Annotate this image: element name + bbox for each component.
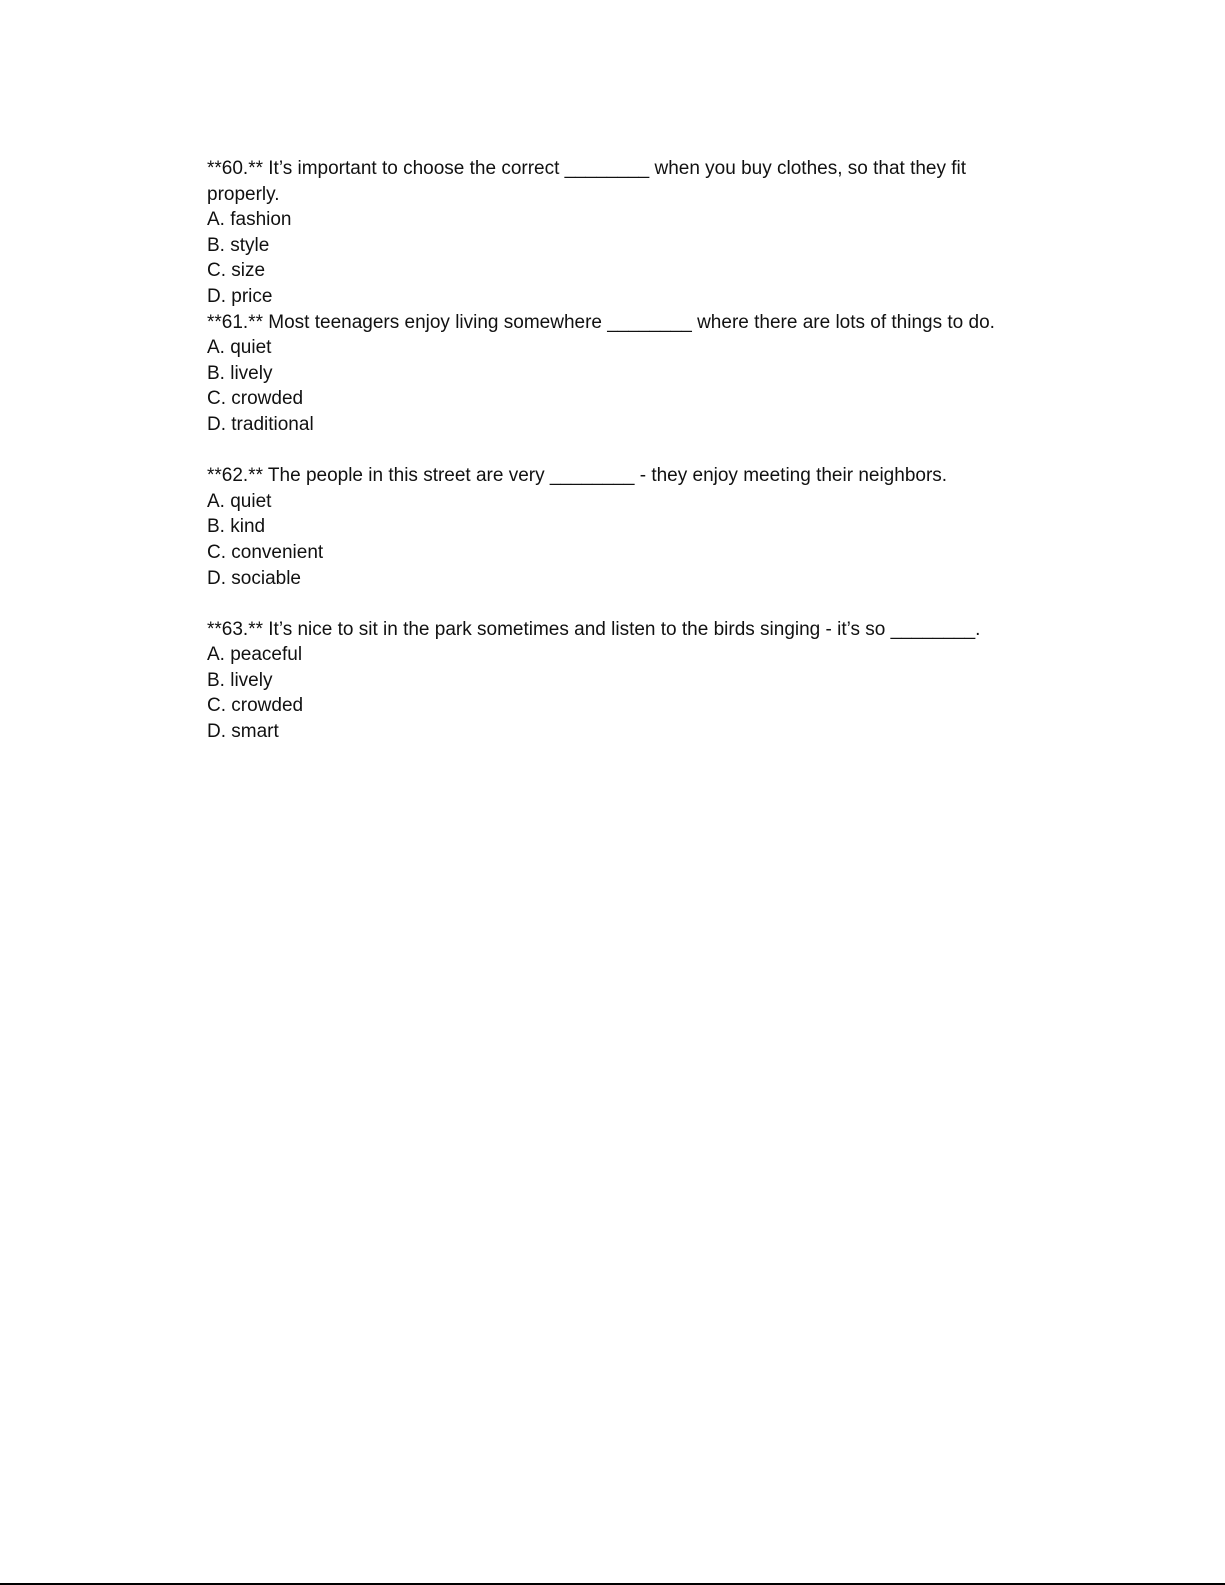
answer-options xyxy=(207,642,1007,744)
option-d: D. traditional xyxy=(207,413,314,435)
answer-options xyxy=(207,207,1007,309)
question-stem: **60.** It’s important to choose the correct ________ when you buy clothes, so that they fit properly. xyxy=(207,158,967,205)
question-61 xyxy=(207,310,1007,438)
answer-options xyxy=(207,335,1007,437)
option-d: D. price xyxy=(207,285,273,307)
option-a: A. quiet xyxy=(207,337,272,359)
option-a: A. quiet xyxy=(207,490,272,512)
option-c: C. convenient xyxy=(207,541,324,563)
question-60 xyxy=(207,156,1007,310)
option-b: B. lively xyxy=(207,669,273,691)
option-b: B. lively xyxy=(207,362,273,384)
option-a: A. fashion xyxy=(207,209,292,231)
option-c: C. size xyxy=(207,260,266,282)
question-stem: **61.** Most teenagers enjoy living somewhere ________ where there are lots of things to do. xyxy=(207,311,995,333)
question-stem: **62.** The people in this street are very ________ - they enjoy meeting their neighbors. xyxy=(207,465,948,487)
option-c: C. crowded xyxy=(207,388,304,410)
option-a: A. peaceful xyxy=(207,644,303,666)
option-d: D. sociable xyxy=(207,567,301,589)
option-b: B. style xyxy=(207,234,270,256)
option-d: D. smart xyxy=(207,721,279,743)
option-b: B. kind xyxy=(207,516,266,538)
question-stem: **63.** It’s nice to sit in the park sometimes and listen to the birds singing - it’s so ________. xyxy=(207,618,981,640)
question-63 xyxy=(207,617,1007,745)
option-c: C. crowded xyxy=(207,695,304,717)
answer-options xyxy=(207,489,1007,591)
question-list xyxy=(207,156,1007,745)
question-62 xyxy=(207,463,1007,591)
